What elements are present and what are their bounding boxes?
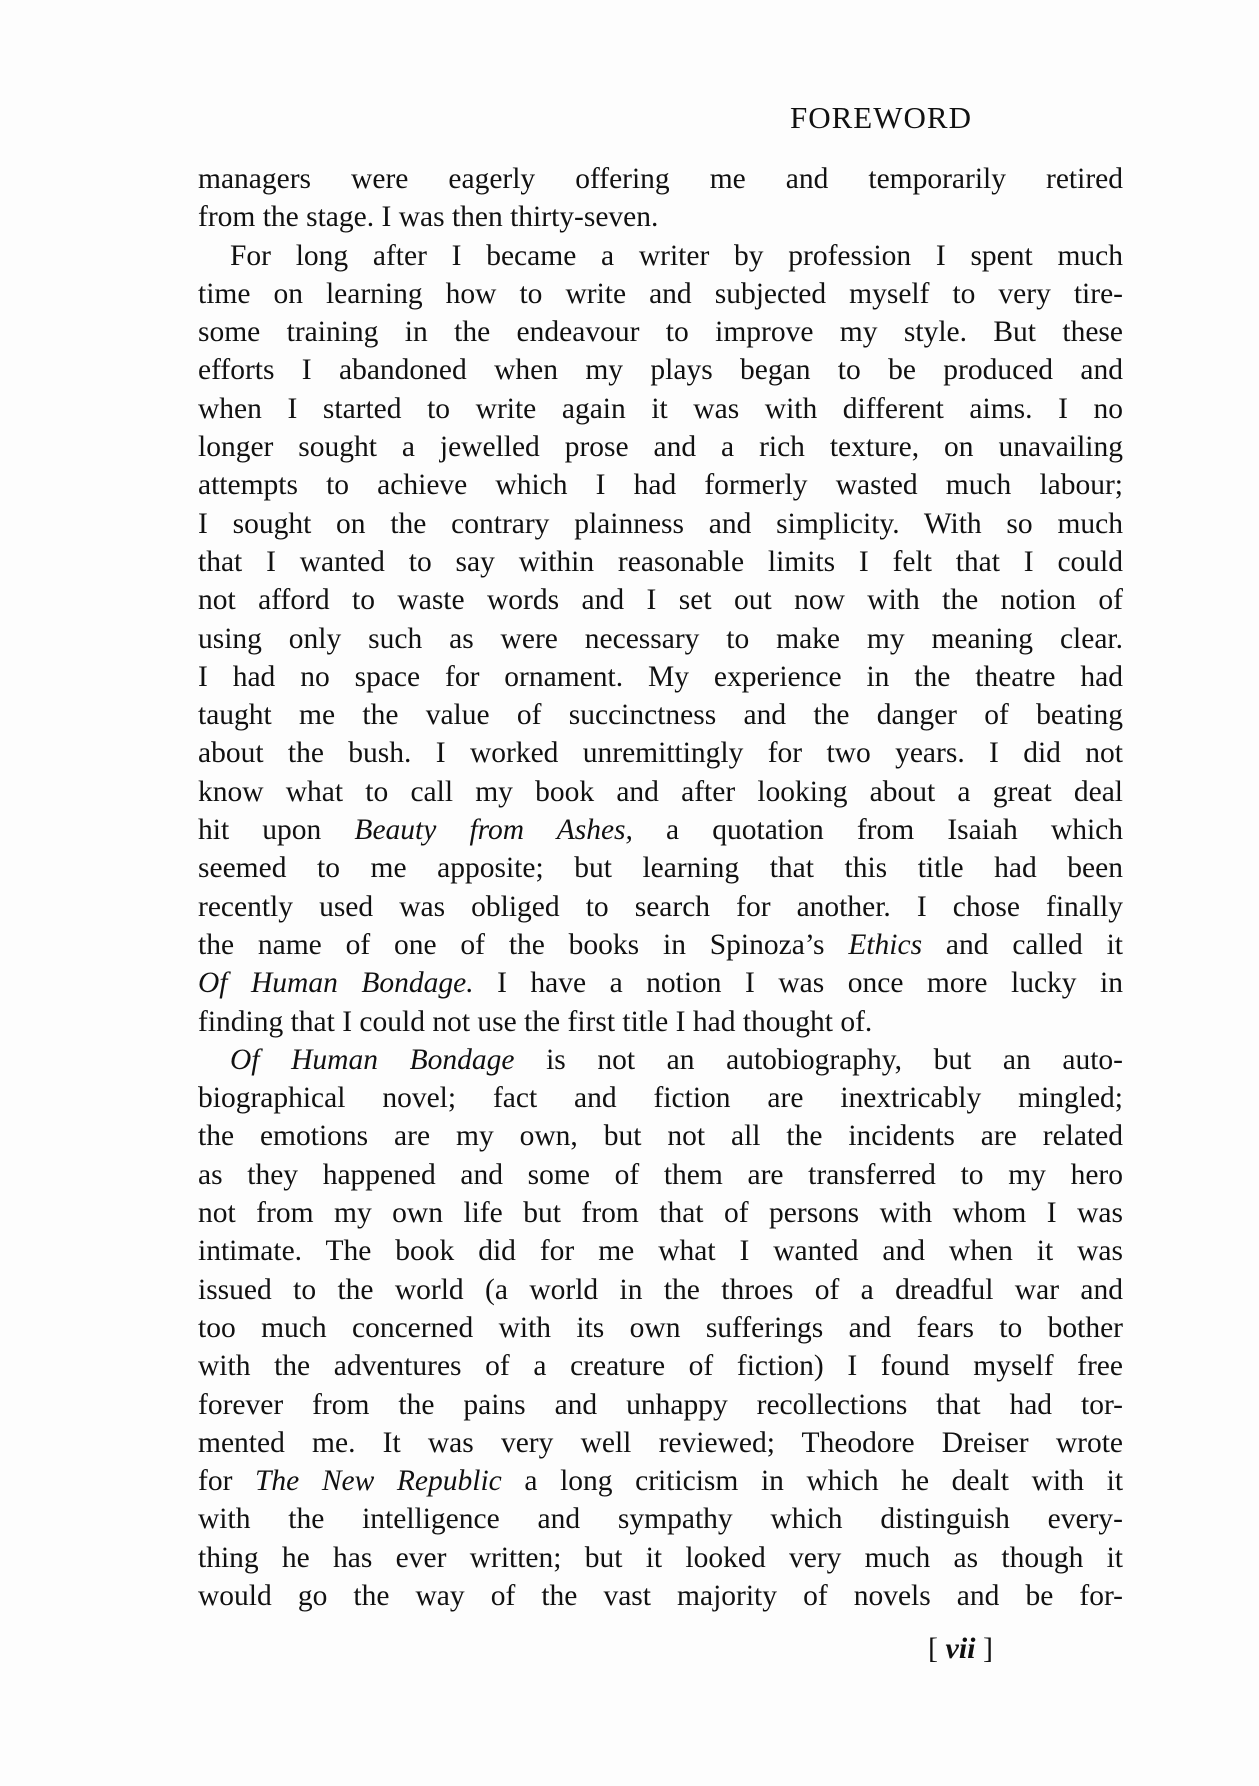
text-run: and called it: [922, 928, 1123, 961]
text-run: a long criticism in which he dealt with it: [501, 1465, 1124, 1498]
text-run: a quotation from Isaiah which: [632, 814, 1123, 847]
text-line-with-title: [198, 964, 1123, 1002]
text-line: biographical novel; fact and fiction are inextricably mingled;: [198, 1082, 1123, 1115]
text-line: using only such as were necessary to make my meaning clear.: [198, 622, 1123, 655]
text-line: forever from the pains and unhappy recollections that had tor-: [198, 1388, 1123, 1421]
text-line: I sought on the contrary plainness and simplicity. With so much: [198, 507, 1123, 540]
text-line: attempts to achieve which I had formerly wasted much labour;: [198, 469, 1123, 502]
text-run: the name of one of the books in Spinoza’s: [198, 928, 849, 961]
text-line: finding that I could not use the first title I had thought of.: [198, 1005, 873, 1038]
book-title-italic: Beauty from Ashes,: [354, 814, 633, 847]
text-line: thing he has ever written; but it looked very much as though it: [198, 1541, 1123, 1574]
text-line: time on learning how to write and subjected myself to very tire-: [198, 277, 1123, 310]
text-line: when I started to write again it was with different aims. I no: [198, 392, 1123, 425]
text-line-with-title: [198, 1462, 1123, 1500]
running-header: FOREWORD: [790, 100, 972, 135]
book-title-italic: The New Republic: [255, 1465, 502, 1498]
text-line: from the stage. I was then thirty-seven.: [198, 201, 659, 234]
text-line: mented me. It was very well reviewed; Theodore Dreiser wrote: [198, 1426, 1123, 1459]
text-line: as they happened and some of them are transferred to my hero: [198, 1158, 1123, 1191]
text-line: too much concerned with its own sufferings and fears to bother: [198, 1311, 1123, 1344]
text-line: not from my own life but from that of persons with whom I was: [198, 1197, 1123, 1230]
book-title-italic: Of Human Bondage: [230, 1043, 515, 1076]
text-line: would go the way of the vast majority of novels and be for-: [198, 1579, 1123, 1612]
text-run: for: [198, 1465, 256, 1498]
text-line: taught me the value of succinctness and the danger of beating: [198, 699, 1123, 732]
page-number: [928, 1632, 993, 1666]
text-line: intimate. The book did for me what I wanted and when it was: [198, 1235, 1123, 1268]
text-line: about the bush. I worked unremittingly for two years. I did not: [198, 737, 1123, 770]
text-line-with-title: [198, 1041, 1123, 1079]
text-line: not afford to waste words and I set out now with the notion of: [198, 584, 1123, 617]
folio-bracket-close: ]: [975, 1632, 993, 1665]
text-line: seemed to me apposite; but learning that this title had been: [198, 852, 1123, 885]
text-line: with the intelligence and sympathy which distinguish every-: [198, 1503, 1123, 1536]
text-run: I have a notion I was once more lucky in: [473, 967, 1123, 1000]
text-line: the emotions are my own, but not all the incidents are related: [198, 1120, 1123, 1153]
text-line-with-title: [198, 926, 1123, 964]
text-line: recently used was obliged to search for another. I chose finally: [198, 890, 1123, 923]
text-line: efforts I abandoned when my plays began to be produced and: [198, 354, 1123, 387]
text-run: is not an autobiography, but an auto-: [514, 1043, 1123, 1076]
text-line: know what to call my book and after looking about a great deal: [198, 775, 1123, 808]
text-line: For long after I became a writer by profession I spent much: [230, 239, 1123, 272]
text-line: longer sought a jewelled prose and a rich texture, on unavailing: [198, 431, 1123, 464]
text-line: some training in the endeavour to improve my style. But these: [198, 316, 1123, 349]
text-line: that I wanted to say within reasonable limits I felt that I could: [198, 545, 1123, 578]
text-line: managers were eagerly offering me and temporarily retired: [198, 163, 1123, 195]
folio-bracket-open: [: [928, 1632, 946, 1665]
text-line-with-title: [198, 811, 1123, 849]
book-title-italic: Ethics: [848, 928, 923, 961]
book-title-italic: Of Human Bondage.: [198, 967, 474, 1000]
text-line: with the adventures of a creature of fiction) I found myself free: [198, 1350, 1123, 1383]
text-line: I had no space for ornament. My experience in the theatre had: [198, 660, 1123, 693]
text-line: issued to the world (a world in the throes of a dreadful war and: [198, 1273, 1123, 1306]
text-run: hit upon: [198, 814, 355, 847]
folio-number: vii: [945, 1632, 976, 1665]
body-text: [198, 160, 1123, 1615]
